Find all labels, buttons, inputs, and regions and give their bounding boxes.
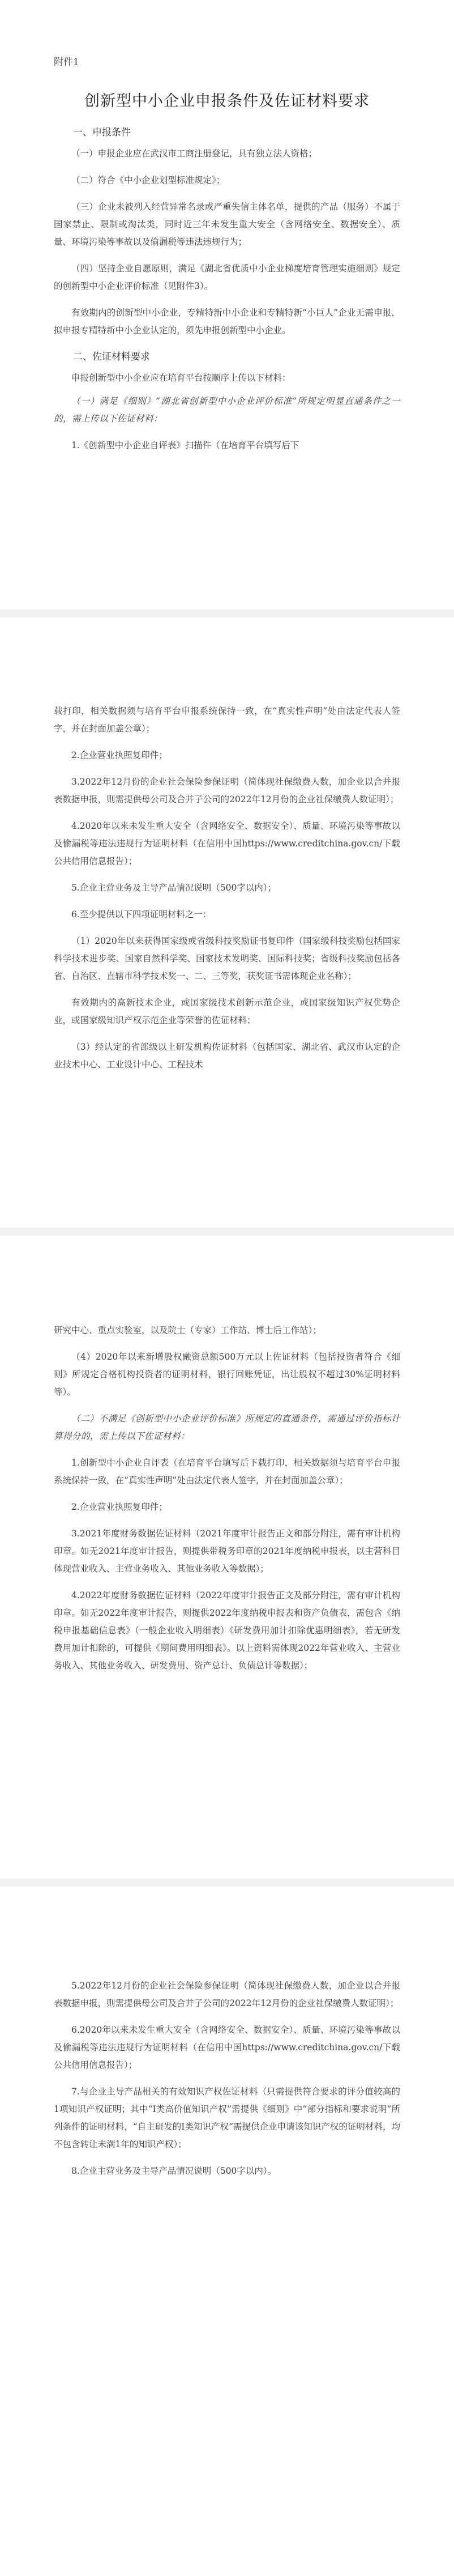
attachment-tag: 附件1 — [54, 57, 79, 68]
paragraph: 5.2022年12月份的企业社会保险参保证明（简体现社保缴费人数，加企业以合并报表数据申报，则需提供母公司及合并子公司的2022年12月份的企业社保缴费人数证明）； — [54, 1981, 400, 2008]
document-page-1 — [0, 0, 454, 610]
paragraph: 5.企业主营业务及主导产品情况说明（500字以内）； — [71, 883, 277, 893]
document-page-4 — [0, 1887, 454, 2576]
paragraph: 3.2021年度财务数据佐证材料（2021年度审计报告正文和部分附注，需有审计机构印章。如无2021年度审计报告，则提供带税务印章的2021年度纳税申报表，以主营科目体现营业收入、主营业务收入、其他业务收入等数据）； — [54, 1528, 400, 1574]
paragraph: （4）2020年以来新增股权融资总额500万元以上佐证材料（包括投资者符合《细则》所规定合格机构投资者的证明材料，银行回账凭证，出让股权不超过30%证明材料等）。 — [54, 1352, 400, 1397]
paragraph: 6.至少提供以下四项证明材料之一： — [71, 909, 212, 919]
paragraph: 6.2020年以来未发生重大安全（含网络安全、数据安全）、质量、环境污染等事故以及偷漏税等违法违规行为证明材料（在信用中国https://www.creditchina.gov.cn/下载公共信用信息报告）； — [54, 2025, 400, 2070]
paragraph: 2.企业营业执照复印件； — [71, 1502, 168, 1512]
paragraph: （3）经认定的省部级以上研发机构佐证材料（包括国家、湖北省、武汉市认定的企业技术中心、工业设计中心、工程技术 — [54, 1042, 400, 1070]
paragraph: 3.2022年12月份的企业社会保险参保证明（简体现社保缴费人数，加企业以合并报表数据申报，则需提供母公司及合并子公司的2022年12月份的企业社保缴费人数证明）； — [54, 777, 400, 804]
section-heading-conditions: 一、申报条件 — [73, 127, 131, 138]
section-heading-materials: 二、佐证材料要求 — [73, 351, 150, 363]
paragraph: （1）2020年以来获得国家级或省级科技奖励证书复印件（国家级科技奖励包括国家科学技术进步奖、国家自然科学奖、国家技术发明奖、国际科技奖；省级科技奖励包括各省、自治区、直辖市科学技术奖一、二、三等奖，获奖证书需体现企业名称）； — [54, 936, 400, 981]
paragraph: 研究中心、重点实验室，以及院士（专家）工作站、博士后工作站）； — [54, 1325, 322, 1335]
paragraph: 1.《创新型中小企业自评表》扫描件（在培育平台填写后下 — [71, 440, 299, 450]
paragraph: （一）满足《细则》“湖北省创新型中小企业评价标准”所规定明显直通条件之一的，需上传以下佐证材料： — [54, 396, 400, 424]
paragraph: 载打印，相关数据须与培育平台申报系统保持一致，在“真实性声明”处由法定代表人签字，并在封面加盖公章）； — [54, 706, 400, 734]
paragraph: 1.创新型中小企业自评表（在培育平台填写后下载打印，相关数据须与培育平台申报系统保持一致，在“真实性声明”处由法定代表人签字，并在封面加盖公章）； — [54, 1458, 400, 1485]
paragraph: 有效期内的创新型中小企业，专精特新中小企业和专精特新“小巨人”企业无需申报，拟申报专精特新中小企业认定的，须先申报创新型中小企业。 — [54, 308, 400, 335]
paragraph: 4.2022年度财务数据佐证材料（2022年度审计报告正文及部分附注，需有审计机构印章。如无2022年度审计报告，则提供2022年度纳税申报表和资产负债表，需包含《纳税申报基础信息表》（一般企业收入明细表）《研发费用加计扣除优惠明细表》，若无研发费用加计扣除的，可提供《期间费用明细表》。以上资料需体现2022年营业收入、主营业务收入、其他业务收入、研发费用、资产总计、负债总计等数据）； — [54, 1590, 400, 1671]
document-page-3 — [0, 1236, 454, 1879]
paragraph: （四）坚持企业自愿原则，满足《湖北省优质中小企业梯度培育管理实施细则》规定的创新型中小企业评价标准（见附件3）。 — [54, 263, 400, 291]
paragraph: 申报创新型中小企业应在培育平台按顺序上传以下材料： — [71, 373, 291, 383]
paragraph: 有效期内的高新技术企业，或国家级技术创新示范企业，或国家级知识产权优势企业，或国家级知识产权示范企业等荣誉的佐证材料； — [54, 998, 400, 1025]
document-page-2 — [0, 618, 454, 1228]
paragraph: 2.企业营业执照复印件； — [71, 750, 168, 760]
paragraph: 4.2020年以来未发生重大安全（含网络安全、数据安全）、质量、环境污染等事故以及偷漏税等违法违规行为证明材料（在信用中国https://www.creditchina.gov.cn/下载公共信用信息报告）； — [54, 821, 400, 866]
paragraph: （三）企业未被列入经营异常名录或严重失信主体名单，提供的产品（服务）不属于国家禁止、限制或淘汰类，同时近三年未发生重大安全（含网络安全、数据安全）、质量、环境污染等事故以及偷漏税等违法违规行为； — [54, 202, 400, 247]
paragraph: （二）不满足《创新型中小企业评价标准》所规定的直通条件，需通过评价指标计算得分的，需上传以下佐证材料： — [54, 1413, 400, 1441]
paragraph: （一）申报企业应在武汉市工商注册登记，具有独立法人资格； — [71, 148, 318, 159]
paragraph: （二）符合《中小企业划型标准规定》； — [71, 175, 225, 185]
paragraph: 8.企业主营业务及主导产品情况说明（500字以内）。 — [71, 2166, 277, 2176]
document-title: 创新型中小企业申报条件及佐证材料要求 — [84, 92, 370, 110]
paragraph: 7.与企业主导产品相关的有效知识产权佐证材料（只需提供符合要求的评分值较高的1项知识产权证明；其中“I类高价值知识产权”需提供《细则》中“部分指标和要求说明”所列条件的证明材料，“自主研发的Ⅰ类知识产权”需提供企业申请该知识产权的证明材料，均不包含转让未满1年的知识产权）； — [54, 2087, 400, 2149]
